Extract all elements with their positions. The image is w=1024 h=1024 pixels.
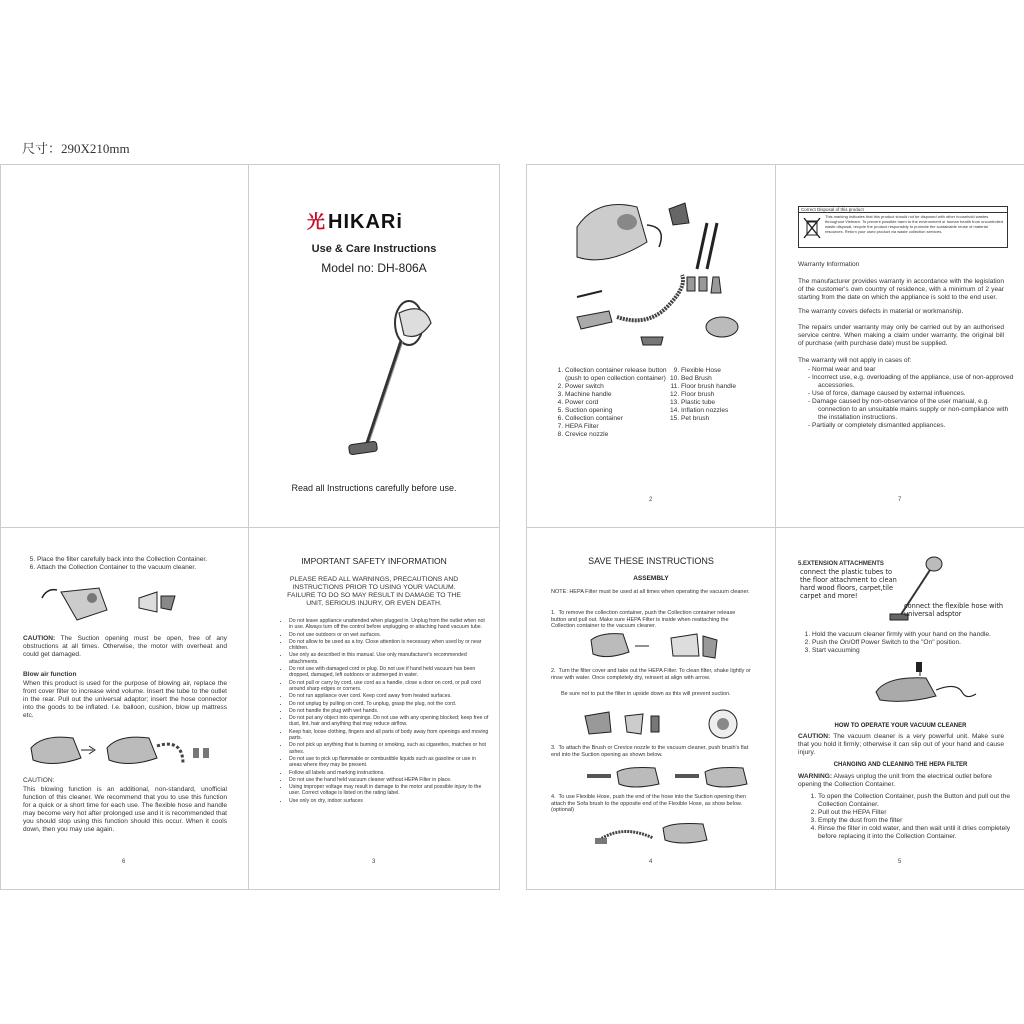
disposal-box bbox=[798, 206, 1008, 248]
cover-model: Model no: DH-806A bbox=[321, 261, 427, 275]
crossed-bin-icon bbox=[803, 216, 821, 240]
filter-steps bbox=[23, 556, 247, 572]
start-steps bbox=[798, 631, 1018, 655]
hepa-warning: WARNING: Always unplug the unit from the electrical outlet before opening the Collection Container. bbox=[798, 773, 992, 788]
extension-note-1: connect the plastic tubes to the floor attachment to clean hard wood floors, carpet,tile carpet and more! bbox=[800, 568, 897, 600]
operate-caution: CAUTION: The vacuum cleaner is a very powerful unit. Make sure that you hold it firmly; otherwise it can slip out of your hand and cause injury. bbox=[798, 733, 1004, 756]
list-item: • Using improper voltage may result in damage to the motor and possible injury to the user. Correct voltage is listed on the rating label. bbox=[289, 784, 489, 797]
list-item: • Do not allow to be used as a toy. Close attention is necessary when used by or near children. bbox=[289, 639, 489, 652]
warranty-p4: The warranty will not apply in cases of: bbox=[798, 357, 912, 364]
page-number: 3 bbox=[372, 859, 376, 865]
page-2 bbox=[527, 165, 775, 527]
page-number: 7 bbox=[898, 497, 902, 503]
list-item: 1. Collection container release button (push to open collection container) bbox=[565, 367, 683, 383]
caution-2-label: CAUTION: bbox=[23, 777, 55, 784]
filter-reinsert-illustration bbox=[37, 580, 187, 630]
cover-title: Use & Care Instructions bbox=[311, 243, 437, 255]
hepa-steps bbox=[804, 793, 1018, 841]
list-item: 15. Pet brush bbox=[681, 415, 775, 423]
blow-air-heading: Blow air function bbox=[23, 671, 77, 678]
warranty-cases bbox=[800, 366, 1018, 430]
parts-list-col2 bbox=[667, 367, 775, 423]
hepa-heading: CHANGING AND CLEANING THE HEPA FILTER bbox=[833, 762, 968, 768]
list-item: 6. Collection container bbox=[565, 415, 683, 423]
caution-1: CAUTION: The Suction opening must be open, free of any obstructions at all times. Otherwise, the motor with overheat and could get damaged. bbox=[23, 635, 227, 658]
list-item: - Partially or completely dismantled appliances. bbox=[818, 422, 1018, 430]
list-item: 3. Empty the dust from the filter bbox=[818, 817, 1018, 825]
list-item: • Do not run appliance over cord. Keep cord away from heated surfaces. bbox=[289, 693, 489, 699]
hepa-filter-illustration bbox=[581, 706, 751, 742]
page-number: 2 bbox=[649, 497, 653, 503]
safety-warning: PLEASE READ ALL WARNINGS, PRECAUTIONS AND INSTRUCTIONS PRIOR TO USING YOUR VACUUM. FAILURE TO DO SO MAY RESULT IN DAMAGE TO THE UNIT, SERIOUS INJURY, OR EVEN DEATH. bbox=[287, 576, 461, 607]
page-3 bbox=[249, 528, 499, 889]
list-item: • Do not use the hand held vacuum cleaner without HEPA Filter in place. bbox=[289, 777, 489, 783]
list-item: • Use only on dry, indoor surfaces bbox=[289, 798, 489, 804]
list-item: • Do not put any object into openings. Do not use with any opening blocked; keep free of dust, lint, hair and anything that may reduce airflow. bbox=[289, 715, 489, 728]
list-item: 1. To open the Collection Container, push the Button and pull out the Collection Container. bbox=[818, 793, 1018, 809]
list-item: 11. Floor brush handle bbox=[681, 383, 775, 391]
list-item: 8. Crevice nozzle bbox=[565, 431, 683, 439]
safety-heading: IMPORTANT SAFETY INFORMATION bbox=[301, 556, 447, 566]
list-item: • Do not pull or carry by cord, use cord as a handle, close a door on cord, or pull cord around sharp edges or corners. bbox=[289, 680, 489, 693]
list-item: - Damage caused by non-observance of the user manual, e.g. connection to an unsuitable mains supply or non-compliance with the installation instructions. bbox=[818, 398, 1018, 422]
list-item: 2. Power switch bbox=[565, 383, 683, 391]
assembly-step-2: 2. Turn the filter cover and take out the HEPA Filter. To clean filter, shake lightly or rinse with water. Once completely dry, reinsert at align with arrow. bbox=[551, 668, 751, 681]
stick-vacuum-illustration bbox=[309, 293, 449, 469]
list-item: 5. Place the filter carefully back into the Collection Container. bbox=[37, 556, 247, 564]
cover-page bbox=[249, 165, 499, 527]
list-item: • Do not leave appliance unattended when plugged in. Unplug from the outlet when not in use. Always turn off the control before unplugging or attaching hand vacuum tube. bbox=[289, 618, 489, 631]
extension-note-2: connect the flexible hose with universal adsptor bbox=[904, 602, 1004, 618]
list-item: • Use only as described in this manual. Use only manufacturer's recommended attachments. bbox=[289, 652, 489, 665]
warranty-heading: Warranty Information bbox=[798, 261, 860, 268]
list-item: 6. Attach the Collection Container to the vacuum cleaner. bbox=[37, 564, 247, 572]
blow-air-text: When this product is used for the purpose of blowing air, replace the front cover filter to increase wind volume. Insert the tube to the outlet in the rear. Pull out the universal adaptor; insert the hose connector into the goods to be inflated. I.e. balloon, cushion, blow up mattress etc. bbox=[23, 680, 227, 719]
right-sheet bbox=[526, 164, 1024, 890]
list-item: - Normal wear and tear bbox=[818, 366, 1018, 374]
list-item: 4. Rinse the filter in cold water, and then wait until it dries completely before replacing it into the Collection Container. bbox=[818, 825, 1018, 841]
list-item: • Follow all labels and marking instructions. bbox=[289, 770, 489, 776]
blank-back-page bbox=[1, 165, 248, 527]
list-item: • Do not unplug by pulling on cord. To unplug, grasp the plug, not the cord. bbox=[289, 701, 489, 707]
parts-diagram bbox=[557, 187, 757, 357]
list-item: 10. Bed Brush bbox=[681, 375, 775, 383]
list-item: - Incorrect use, e.g. overloading of the appliance, use of non-approved accessories. bbox=[818, 374, 1018, 390]
warranty-p2: The warranty covers defects in material or workmanship. bbox=[798, 308, 964, 315]
paper-size-label: 尺寸：290X210mm bbox=[22, 141, 130, 156]
assembly-step-1: 1. To remove the collection container, push the Collection container release button and pull out. Make sure HEPA Filter is inside when reattaching the Collection container to the vacuum cleaner. bbox=[551, 610, 736, 630]
hose-attach-illustration bbox=[593, 820, 723, 852]
list-item: 5. Suction opening bbox=[565, 407, 683, 415]
container-removal-illustration bbox=[587, 630, 727, 664]
list-item: • Do not use with damaged cord or plug. Do not use if hand held vacuum has been dropped, damaged, left outdoors or submerged in water. bbox=[289, 666, 489, 679]
assembly-step-3: 3. To attach the Brush or Crevice nozzle to the vacuum cleaner, push brush's flat end into the Suction opening as shown below. bbox=[551, 745, 749, 758]
assembly-step-4: 4. To use Flexible Hose, push the end of the hose into the Suction opening then attach the Sofa brush to the opposite end of the Flexible Hose, as show below. (optional) bbox=[551, 794, 746, 814]
caution-2-text: This blowing function is an additional, non-standard, unofficial function of this cleaner. We recommend that you to use this function for a quick or a short time for each use. The flexible hose and handle may become very hot after prolonged use and it is recommended that you should stop using this function should this occur. When it cools down, then you may use again. bbox=[23, 786, 227, 833]
page-4 bbox=[527, 528, 775, 889]
brand-logo: 光 HIKARi bbox=[307, 211, 403, 233]
list-item: 7. HEPA Filter bbox=[565, 423, 683, 431]
save-instructions-heading: SAVE THESE INSTRUCTIONS bbox=[588, 556, 714, 566]
list-item: 14. Inflation nozzles bbox=[681, 407, 775, 415]
list-item: • Do not handle the plug with wet hands. bbox=[289, 708, 489, 714]
list-item: 3. Start vacuuming bbox=[812, 647, 1018, 655]
list-item: 12. Floor brush bbox=[681, 391, 775, 399]
page-number: 6 bbox=[122, 859, 126, 865]
list-item: • Do not pick up anything that is burning or smoking, such as cigarettes, matches or hot ashes. bbox=[289, 742, 489, 755]
assembly-note: NOTE: HEPA Filter must be used at all times when operating the vacuum cleaner. bbox=[551, 589, 750, 595]
list-item: 13. Plastic tube bbox=[681, 399, 775, 407]
safety-list bbox=[277, 618, 489, 805]
list-item: 9. Flexible Hose bbox=[681, 367, 775, 375]
page-5 bbox=[776, 528, 1024, 889]
page-7 bbox=[776, 165, 1024, 527]
page-number: 4 bbox=[649, 859, 653, 865]
warranty-p3: The repairs under warranty may only be carried out by an authorised service centre. When making a claim under warranty, the original bill of purchase (with purchase date) must be supplied. bbox=[798, 324, 1004, 347]
cover-footer: Read all Instructions carefully before use. bbox=[291, 483, 457, 493]
parts-list-col1 bbox=[551, 367, 683, 439]
disposal-divider bbox=[799, 212, 1007, 213]
list-item: 2. Push the On/Off Power Switch to the "On" position. bbox=[812, 639, 1018, 647]
nozzle-attach-illustration bbox=[583, 764, 753, 792]
left-sheet bbox=[0, 164, 500, 890]
handheld-vacuum-illustration bbox=[866, 662, 986, 708]
blow-air-illustration bbox=[23, 728, 223, 778]
assembly-heading: ASSEMBLY bbox=[633, 575, 669, 582]
list-item: • Keep hair, loose clothing, fingers and all parts of body away from openings and moving parts. bbox=[289, 729, 489, 742]
list-item: 1. Hold the vacuum cleaner firmly with your hand on the handle. bbox=[812, 631, 1018, 639]
page-6 bbox=[1, 528, 248, 889]
disposal-header: Correct Disposal of this product bbox=[801, 207, 864, 212]
list-item: - Use of force, damage caused by external influences. bbox=[818, 390, 1018, 398]
assembly-step-2-note: Be sure not to put the filter in upside down as this will prevent suction. bbox=[561, 691, 731, 697]
warranty-p1: The manufacturer provides warranty in accordance with the legislation of the customer's own country of residence, with a minimum of 2 year starting from the date on which the appliance is sold to the end user. bbox=[798, 278, 1004, 301]
list-item: 3. Machine handle bbox=[565, 391, 683, 399]
extension-heading: 5.EXTENSION ATTACHMENTS bbox=[798, 561, 884, 567]
list-item: • Do not use to pick up flammable or combustible liquids such as gasoline or use in areas where they may be present. bbox=[289, 756, 489, 769]
disposal-text: This marking indicates that this product should not be disposed with other household wastes throughout Vietnam. To prevent possible harm to the environment or human health from uncontrolled waste disposal, recycle the product responsibly to promote the sustainable reuse of material resources. Return your used product via waste collection services. bbox=[825, 214, 1003, 234]
list-item: 4. Power cord bbox=[565, 399, 683, 407]
list-item: 2. Pull out the HEPA Filter bbox=[818, 809, 1018, 817]
operate-heading: HOW TO OPERATE YOUR VACUUM CLEANER bbox=[834, 723, 967, 729]
page-number: 5 bbox=[898, 859, 902, 865]
list-item: • Do not use outdoors or on wet surfaces. bbox=[289, 632, 489, 638]
